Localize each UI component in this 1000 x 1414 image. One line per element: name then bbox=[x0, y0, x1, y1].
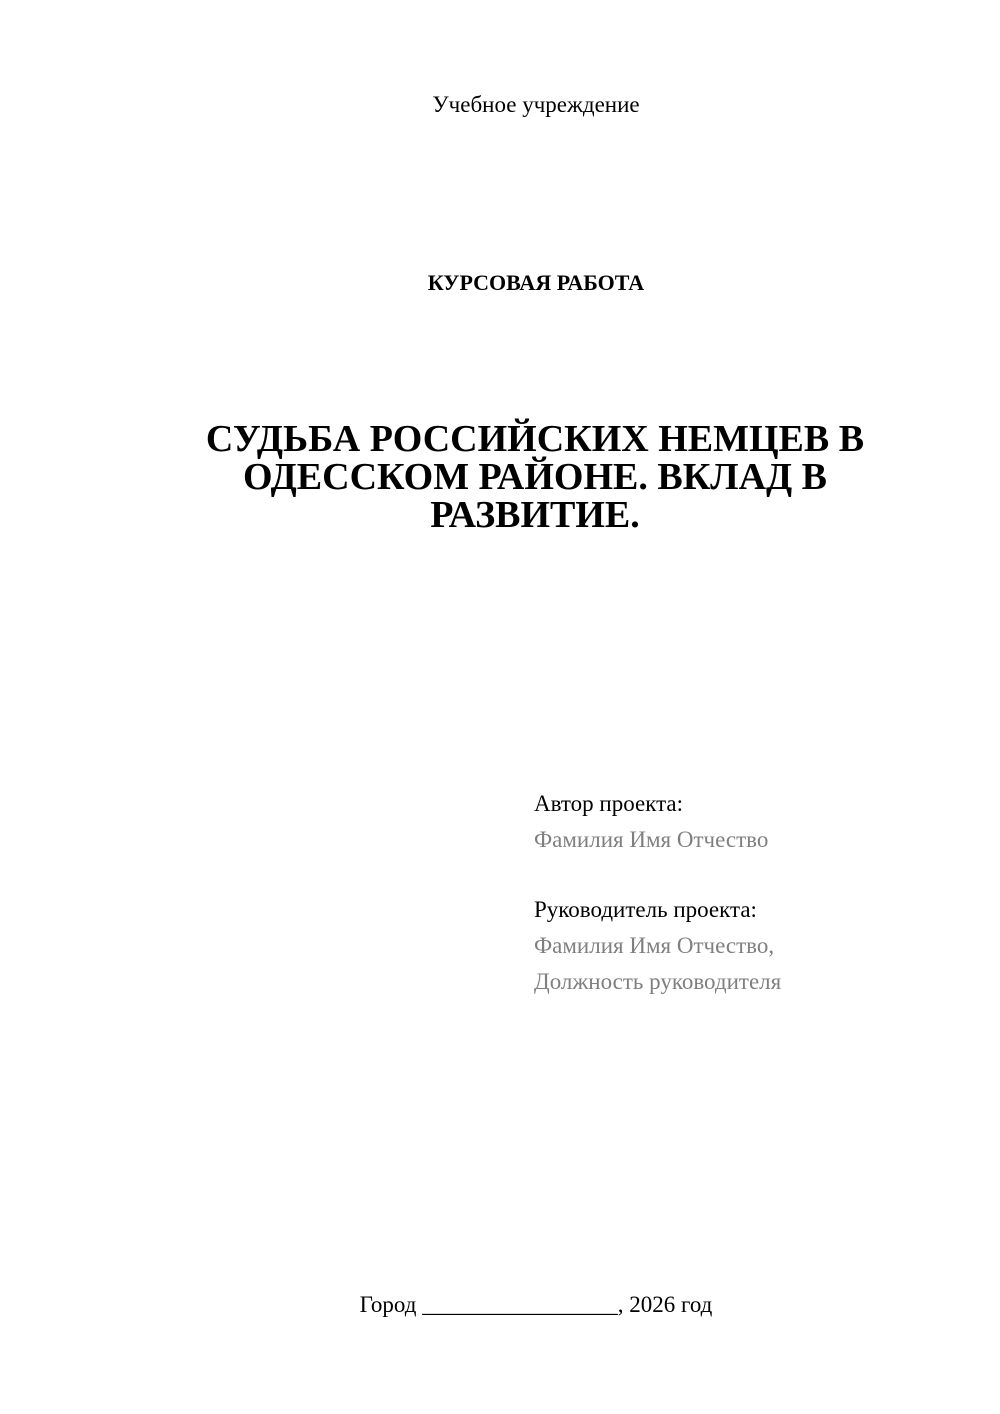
supervisor-position: Должность руководителя bbox=[534, 969, 782, 994]
author-name: Фамилия Имя Отчество bbox=[534, 827, 769, 852]
title-line-1: СУДЬБА РОССИЙСКИХ НЕМЦЕВ В bbox=[205, 418, 865, 460]
authors-block bbox=[534, 786, 974, 1000]
work-type-heading: КУРСОВАЯ РАБОТА bbox=[427, 270, 645, 295]
supervisor-label: Руководитель проекта: bbox=[534, 897, 757, 922]
document-title bbox=[170, 420, 900, 534]
authors-spacer bbox=[534, 858, 974, 892]
institution-name: Учебное учреждение bbox=[432, 92, 640, 117]
city-year-line: Город _________________, 2026 год bbox=[359, 1292, 713, 1317]
title-line-2: ОДЕССКОМ РАЙОНЕ. ВКЛАД В bbox=[242, 456, 828, 498]
title-line-3: РАЗВИТИЕ. bbox=[430, 494, 640, 536]
author-label: Автор проекта: bbox=[534, 791, 683, 816]
supervisor-name: Фамилия Имя Отчество, bbox=[534, 933, 775, 958]
